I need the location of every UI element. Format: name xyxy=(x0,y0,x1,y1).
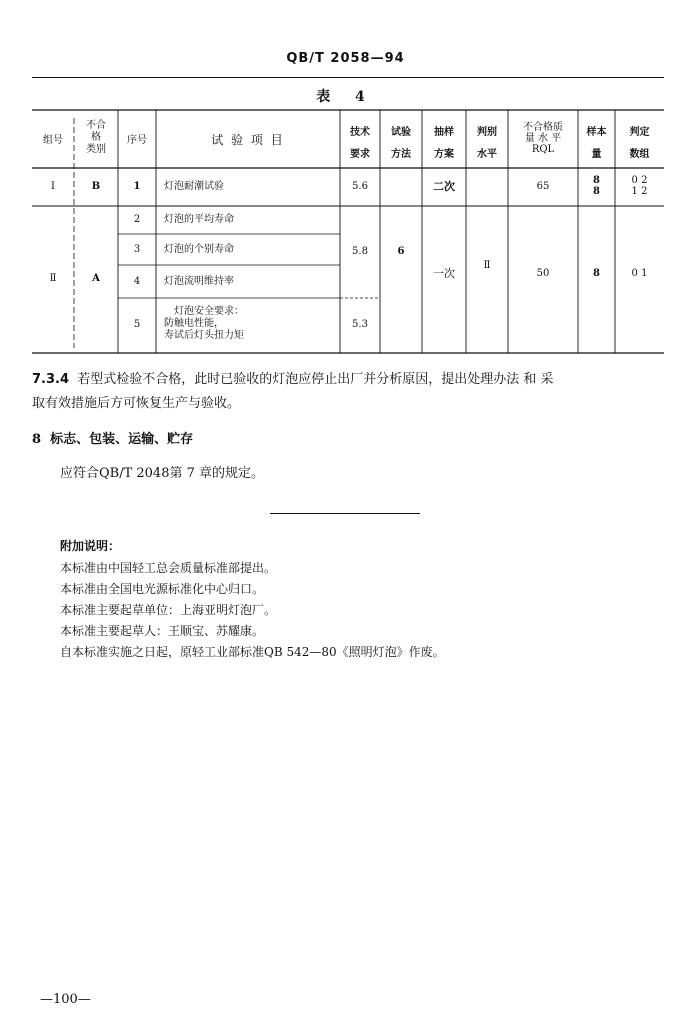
notes-list xyxy=(60,558,680,663)
clause-line-2: 取有效措施后方可恢复生产与验收。 xyxy=(32,396,241,411)
clause-7-3-4 xyxy=(32,368,672,416)
seq-1: 1 xyxy=(133,181,141,192)
note-line: 本标准由全国电光源标准化中心归口。 xyxy=(60,582,265,596)
seq-5: 5 xyxy=(133,319,141,330)
col-header-tech-req: 技术 要求 xyxy=(350,127,370,160)
group-no-2: Ⅱ xyxy=(49,273,57,284)
section-8-heading: 8 标志、包装、运输、贮存 xyxy=(32,432,194,447)
col-header-seq-no: 序号 xyxy=(127,135,147,146)
table-caption: 表 4 xyxy=(316,89,375,105)
section-divider xyxy=(270,513,420,514)
rql-group-2: 50 xyxy=(536,268,550,279)
col-header-sample-size: 样本 量 xyxy=(586,127,607,160)
type-a: A xyxy=(92,273,100,284)
type-b: B xyxy=(91,181,101,192)
discrim-level-group-2: Ⅱ xyxy=(483,260,491,271)
notes-title: 附加说明： xyxy=(60,539,121,553)
standard-code-header: QB/T 2058—94 xyxy=(286,51,405,66)
clause-number: 7.3.4 xyxy=(32,372,70,387)
judgement-array-group-2: 0 1 xyxy=(631,268,648,279)
rql-1: 65 xyxy=(536,181,550,192)
test-item-4: 灯泡流明维持率 xyxy=(164,276,234,287)
col-header-judgement-array: 判定 数组 xyxy=(629,127,650,160)
col-header-rql: 不合格质 量 水 平 RQL xyxy=(523,122,563,155)
page-number: —100— xyxy=(40,992,91,1007)
tech-req-group-2: 5.8 xyxy=(352,246,368,257)
sampling-plan-1: 二次 xyxy=(433,180,455,193)
sample-size-1: 8 8 xyxy=(593,175,600,197)
note-line: 自本标准实施之日起，原轻工业部标准QB 542—80《照明灯泡》作废。 xyxy=(60,645,445,659)
section-8-body: 应符合QB/T 2048第 7 章的规定。 xyxy=(60,466,265,481)
clause-line-1: 若型式检验不合格，此时已验收的灯泡应停止出厂并分析原因，提出处理办法 和 采 xyxy=(77,372,554,387)
col-header-nonconform-type: 不合 格 类别 xyxy=(86,120,106,155)
col-header-test-method: 试验 方法 xyxy=(391,127,411,160)
sample-size-group-2: 8 xyxy=(593,268,600,279)
test-item-3: 灯泡的个别寿命 xyxy=(164,244,234,255)
note-line: 本标准由中国轻工总会质量标准部提出。 xyxy=(60,561,277,575)
group-no-1: Ⅰ xyxy=(51,181,55,192)
col-header-test-item: 试 验 项 目 xyxy=(211,133,285,147)
judgement-array-1: 0 2 1 2 xyxy=(631,175,648,197)
note-line: 本标准主要起草单位：上海亚明灯泡厂。 xyxy=(60,603,277,617)
tech-req-5: 5.3 xyxy=(352,319,368,330)
note-line: 本标准主要起草人：王顺宝、苏耀康。 xyxy=(60,624,265,638)
test-method-group-2: 6 xyxy=(397,246,405,257)
seq-3: 3 xyxy=(133,244,141,255)
seq-2: 2 xyxy=(133,214,141,225)
test-item-5: 灯泡安全要求： 防触电性能， 寿试后灯头扭力矩 xyxy=(164,306,244,341)
test-item-1: 灯泡耐潮试验 xyxy=(164,181,224,192)
tech-req-1: 5.6 xyxy=(352,181,368,192)
sampling-plan-group-2: 一次 xyxy=(433,267,455,280)
col-header-group-no: 组号 xyxy=(43,135,63,146)
col-header-discrim-level: 判别 水平 xyxy=(477,127,497,160)
seq-4: 4 xyxy=(133,276,141,287)
test-item-2: 灯泡的平均寿命 xyxy=(164,214,234,225)
col-header-sampling-plan: 抽样 方案 xyxy=(434,127,454,160)
